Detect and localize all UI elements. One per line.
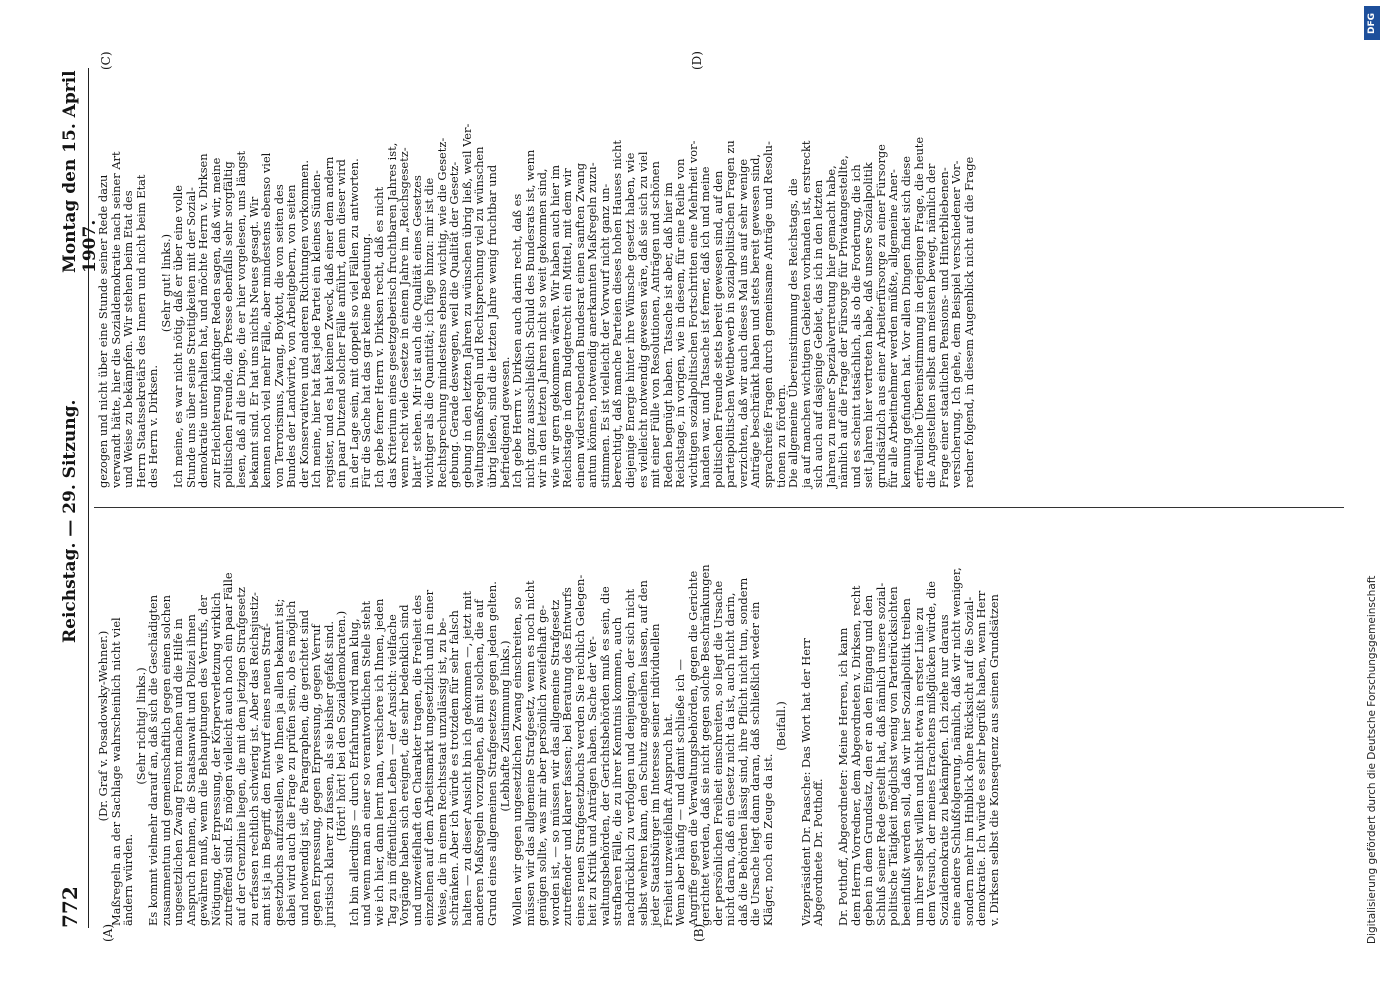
text-line: Vorgänge haben sich ereignet, die sehr bedenklich sind [397, 604, 412, 926]
text-line: zu erfassen rechtlich schwierig ist. Aber das Reichsjustiz- [246, 592, 261, 926]
text-line: und es scheint tatsächlich, als ob die Forderung, die ich [848, 164, 863, 488]
text-line: Grund eines allgemeinen Strafgesetzes gegen jeden gelten. [484, 581, 499, 926]
text-line: versicherung. Ich gehe, dem Beispiel verschiedener Vor- [949, 160, 964, 488]
text-line: schränken. Aber ich würde es trotzdem für sehr falsch [447, 610, 462, 926]
text-line: daß die Behörden lässig sind, ihre Pflicht nicht tun, sondern [735, 577, 750, 926]
text-line: politischen Freunde, die Presse ebenfalls sehr sorgfältig [221, 161, 236, 488]
text-line: handen war, und Tatsache ist ferner, daß ich und meine [698, 166, 713, 488]
text-line: Reichstage, in vorigen, wie in diesem, für eine Reihe von [673, 158, 688, 488]
text-line: seit Jahren hier vertreten habe, daß unsere Sozialpolitik [861, 162, 876, 488]
text-line: anderen Maßregeln vorzugehen, als mit solchen, die auf [472, 599, 487, 926]
dfg-logo: DFG [1364, 6, 1380, 40]
text-line: einzelnen auf dem Arbeitsmarkt ungesetzlich und in einer [422, 589, 437, 926]
text-line: kennung gefunden hat. Vor allen Dingen findet sich diese [899, 156, 913, 488]
running-header [48, 68, 100, 928]
text-line: Anträge beschränkt haben und stets bereit gewesen sind, [748, 153, 763, 488]
text-line: sondern mehr im Hinblick ohne Rücksicht auf die Sozial- [961, 596, 976, 926]
text-line: Nötigung, der Erpressung, der Körperverletzung wirklich [208, 592, 223, 926]
margin-marker-c: (C) [99, 51, 113, 70]
text-line: v. Dirksen selbst die Konsequenz aus seinen Grundsätzen [986, 594, 1001, 926]
text-line: (Sehr richtig! links.) [133, 667, 148, 785]
text-line: verzichten, daß wir auch dieses Mal uns auf sehr wenige [735, 158, 750, 488]
text-line: Angriffe gegen die Verwaltungsbehörden, gegen die Gerichte [685, 570, 700, 926]
text-line: Ich gebe Herrn v. Dirksen auch darin recht, daß es [510, 193, 525, 488]
text-line: Dr. Potthoff, Abgeordneter: Meine Herren, ich kann [836, 627, 851, 926]
text-line: antun können, notwendig anerkannten Maßregeln zuzu- [585, 162, 600, 488]
text-line: bekannt sind. Er hat uns nichts Neues gesagt. Wir [246, 196, 261, 488]
text-line: der Konservativen und anderen Richtungen vorkommen. [296, 160, 311, 488]
text-line: des Herrn v. Dirksen. [146, 364, 161, 488]
text-line: eine andere Schlußfolgerung, nämlich, daß wir nicht weniger, [949, 567, 964, 926]
text-line: Die allgemeine Übereinstimmung des Reichstags, die [786, 178, 801, 488]
text-line: dabei wird auch die Frage zu prüfen sein, ob es möglich [284, 600, 299, 926]
text-line: blatt“ stehen. Mir ist auch die Qualität eines Gesetzes [409, 175, 424, 488]
text-line: dem Herrn Vorredner, dem Abgeordneten v. Dirksen, recht [848, 585, 863, 926]
text-line: redner folgend, in diesem Augenblick nicht auf die Frage [961, 156, 976, 488]
text-line: einem widerstrebenden Bundesrat einen sanften Zwang [572, 162, 587, 488]
text-line: Reichstage in dem Budgetrecht ein Mittel, mit dem wir [560, 168, 575, 488]
text-line: Wenn aber häufig — und damit schließe ich — [673, 659, 688, 926]
text-line: zusammentun und gemeinschaftlich gegen einen solchen [158, 594, 173, 926]
header-session: Reichstag. — 29. Sitzung. [60, 399, 80, 643]
text-line: erfreuliche Übereinstimmung in derjenigen Frage, die heute [911, 136, 926, 488]
text-line: Schluß seiner Rede gestellt hat, daß nämlich unsere sozial- [873, 582, 888, 926]
text-line: der persönlichen Freiheit einschreiten, so liegt die Ursache [710, 580, 725, 926]
text-line: Ich meine, es war nicht nötig, daß er über eine volle [171, 185, 186, 488]
text-line: das Kriterium eines gesetzgeberisch fruchtbaren Jahres ist, [384, 142, 399, 488]
text-line: nachdrücklich zu verfolgen und denjenigen, der sich nicht [622, 588, 637, 926]
text-line: gezogen und nicht über eine Stunde seiner Rede dazu [96, 174, 110, 488]
text-line: selbst wehren kann, den Schutz angedeihen lassen, auf den [635, 580, 650, 926]
text-line: Rechtsprechung mindestens ebenso wichtig, wie die Gesetz- [434, 137, 449, 488]
header-date: Montag den 15. April 1907. [60, 70, 100, 273]
text-line: waltungsmaßregeln und Rechtsprechung viel zu wünschen [472, 146, 487, 488]
text-line: wie ich hier, dann lernt man, versichere ich Ihnen, jeden [372, 598, 387, 926]
text-line: zutreffender und klarer fassen; bei Beratung des Entwurfs [560, 587, 575, 926]
text-line: gebung in den letzten Jahren zu wünschen übrig ließ, weil Ver- [459, 123, 474, 488]
margin-marker-b: (B) [692, 923, 706, 942]
text-line: (Sehr gut! links.) [158, 233, 173, 333]
text-line: waltungsbehörden, der Gerichtsbehörden muß es sein, die [597, 586, 612, 926]
text-line: es vielleicht notwendig gewesen wäre, daß sie sich zu viel [635, 151, 650, 488]
text-column-right [97, 78, 1357, 488]
text-line: und wenn man an einer so verantwortlichen Stelle steht [359, 600, 374, 926]
text-line: gewähren muß, wenn die Behauptungen des Verrufs, der [196, 595, 211, 926]
text-line: wichtigen sozialpolitischen Fortschritten eine Mehrheit vor- [685, 140, 700, 488]
text-line: Tag zu im öffentlichen Leben — der Ansicht: vielfache [384, 614, 399, 926]
text-line: (Lebhafte Zustimmung links.) [497, 640, 512, 812]
text-line: halten — zu dieser Ansicht bin ich gekommen —, jetzt mit [459, 591, 474, 926]
page-number: 772 [58, 886, 82, 928]
text-line: befriedigend gewesen. [497, 356, 512, 488]
text-line: register, und es hat keinen Zweck, daß einer dem andern [321, 156, 336, 488]
text-line: ja auf manchen wichtigen Gebieten vorhanden ist, erstreckt [798, 140, 813, 488]
text-line: Ich meine, hier hat fast jede Partei ein kleines Sünden- [309, 170, 324, 488]
text-line: nicht daran, daß ein Gesetz nicht da ist, auch nicht darin, [723, 592, 738, 926]
text-line: gerichtet werden, daß sie nicht gegen solche Beschränkungen [698, 564, 713, 926]
column-divider [94, 507, 1344, 508]
text-line: eines neuen Strafgesetzbuchs werden Sie reichlich Gelegen- [572, 574, 587, 926]
text-line: stimmen. Es ist vielleicht der Vorwurf nicht ganz un- [597, 183, 612, 488]
text-line: Freiheit unzweifelhaft Anspruch hat. [660, 713, 675, 926]
text-line: Weise, die in einem Rechtsstaat unzulässig ist, zu be- [434, 617, 449, 926]
text-line: heit zu Kritik und Anträgen haben. Sache der Ver- [585, 636, 600, 926]
text-line: übrig ließen, sind die letzten Jahre wenig fruchtbar und [484, 164, 499, 488]
text-line: dem Versuch, der meines Erachtens mißglücken würde, die [924, 581, 939, 926]
text-line: juristisch klarer zu fassen, als sie bisher gefaßt sind. [321, 620, 336, 926]
text-line: beeinflußt werden soll, daß wir hier Sozialpolitik treiben [899, 598, 913, 926]
text-line: nämlich auf die Frage der Fürsorge für Privatangestellte, [836, 155, 851, 488]
text-line: Ich bin allerdings — durch Erfahrung wird man klug, [346, 618, 361, 926]
text-line: tionen zu fördern. [773, 383, 788, 488]
text-line: die Angestellten selbst am meisten bewegt, nämlich der [924, 163, 939, 488]
text-line: (Beifall.) [773, 701, 788, 751]
text-line: Frage einer staatlichen Pensions- und Hinterbliebenen- [936, 167, 951, 488]
text-line: (Hört! hört! bei den Sozialdemokraten.) [334, 610, 349, 842]
text-column-left [97, 526, 1357, 926]
text-line: lesen, daß all die Dinge, die er hier vorgelesen, uns längst [234, 150, 249, 488]
text-line: worden ist, — so müssen wir das allgemeine Strafgesetz [547, 599, 562, 926]
text-line: gegen Erpressung, gegen Erpressung, gegen Verruf [309, 624, 324, 926]
text-line: und notwendig ist, die Paragraphen, die gerichtet sind [296, 609, 311, 926]
text-line: politischen Freunde stets bereit gewesen sind, auf den [710, 170, 725, 488]
text-line: die Ursache liegt dann daran, daß schließlich weder ein [748, 601, 763, 926]
text-line: demokratie unterhalten hat, und möchte Herrn v. Dirksen [196, 153, 211, 488]
text-line [787, 526, 800, 926]
text-line: wir in den letzten Jahren nicht so weit gekommen sind, [535, 168, 550, 488]
text-line: politische Tätigkeit möglichst wenig von Parteirücksichten [886, 586, 901, 926]
text-line: strafbaren Fälle, die zu ihrer Kenntnis kommen, auch [610, 617, 625, 926]
margin-marker-d: (D) [690, 51, 704, 70]
text-line: ein paar Dutzend solcher Fälle anführt, denn dieser wird [334, 159, 349, 488]
text-line: ändern würden. [121, 833, 136, 926]
text-line: wenn recht viele Gesetze in einem Jahre im „Reichsgesetz- [397, 147, 412, 488]
margin-marker-a: (A) [101, 923, 115, 942]
text-line: zur Erleichterung künftiger Reden sagen, daß wir, meine [208, 157, 223, 488]
text-line: demokratie. Ich würde es sehr begrüßt haben, wenn Herr [974, 590, 989, 926]
text-line: grundsätzlich aus einer Arbeiterfürsorge zu einer Fürsorge [873, 144, 888, 488]
text-line: genügen sollte, was mir aber persönlich zweifelhaft ge- [535, 605, 550, 926]
text-line: Abgeordnete Dr. Potthoff. [811, 778, 826, 926]
text-line: Jahren zu meiner Spezialvertretung hier gemacht habe, [823, 165, 838, 488]
text-line: sich auch auf dasjenige Gebiet, das ich in den letzten [811, 179, 826, 488]
text-line: sprachreife Fragen durch gemeinsame Anträge und Resolu- [760, 141, 775, 488]
text-line: (Dr. Graf v. Posadowsky-Wehner.) [96, 630, 110, 822]
text-line: und Weise zu bekämpfen. Wir stehen beim Etat des [121, 190, 136, 488]
text-line: Wollen wir gegen ungesetzlichen Zwang einschreiten, so [510, 596, 525, 926]
text-line: Herrn Staatssekretärs des Innern und nicht beim Etat [133, 174, 148, 488]
text-line: verwandt hätte, hier die Sozialdemokratie nach seiner Art [108, 151, 123, 488]
text-line: amt ist ja im Begriff, den Entwurf eines neuen Straf- [259, 623, 274, 926]
text-line: Anspruch nehmen, die Staatsanwalt und Polizei ihnen [183, 614, 198, 926]
text-line: Sozialdemokratie zu bekämpfen. Ich ziehe nur daraus [936, 614, 951, 926]
text-line: Bundes der Landwirte, von Arbeitgebern, von seiten [284, 184, 299, 488]
text-line: gesetzbuchs aufzustellen, wie Ihnen ja allen bekannt ist; [271, 598, 286, 926]
text-line: auf der Grenzlinie liegen, die mit dem jetzigen Strafgesetz [234, 587, 249, 926]
text-line: Kläger, noch ein Zeuge da ist. [760, 753, 775, 926]
text-line: Für die Sache hat das gar keine Bedeutung. [359, 233, 374, 488]
text-line: Reden begnügt haben. Tatsache ist aber, daß hier im [660, 182, 675, 488]
text-line: gebung. Gerade deswegen, weil die Qualität der Gesetz- [447, 161, 462, 488]
text-line: ungesetzlichen Zwang Front machen und die Hilfe in [171, 618, 186, 926]
text-line: für alle Arbeitnehmer werden müßte, allgemeine Aner- [886, 169, 901, 488]
text-line: Maßregeln an der Sachlage wahrscheinlich nicht viel [108, 617, 123, 926]
text-line: Es kommt vielmehr darauf an, daß sich die Geschädigten [146, 594, 161, 926]
text-line: zutreffend sind. Es mögen vielleicht auch noch ein paar Fälle [221, 572, 236, 926]
text-line: von Terrorismus, Zwang, Boykott, die von seiten des [271, 184, 286, 488]
text-line: kennen noch viel mehr Fälle, aber mindestens ebenso viel [259, 152, 274, 488]
text-line: Vizepräsident Dr. Paasche: Das Wort hat der Herr [798, 638, 813, 926]
digitization-credit: Digitalisierung gefördert durch die Deutsche Forschungsgemeinschaft [1366, 575, 1378, 944]
text-line: Stunde uns über seine Streitigkeiten mit der Sozial- [183, 187, 198, 488]
text-line: wie wir gern gekommen wären. Wir haben auch hier im [547, 164, 562, 488]
text-line: und unzweifelhaft den Charakter tragen, die Freiheit des [409, 594, 424, 926]
text-line: geben in dem Grundsatz, den er an den Eingang und den [861, 594, 876, 926]
text-line: parteipolitischen Wettbewerb in sozialpolitischen Fragen zu [723, 140, 738, 488]
text-line: Ich gebe ferner Herrn v. Dirksen recht, daß es nicht [372, 186, 387, 488]
text-line: nicht ganz ausschließlich Schuld des Bundesrats ist, wenn [522, 149, 537, 488]
text-line: wichtiger als die Quantität; ich füge hinzu: mir ist die [422, 177, 437, 488]
text-line: diejenige Energie hinter ihre Wünsche gesetzt haben, wie [622, 152, 637, 488]
text-line: mit einer Fülle von Resolutionen, Anträgen und schönen [648, 161, 663, 488]
text-line: um ihrer selbst willen und nicht etwa in erster Linie zu [911, 607, 926, 926]
text-line: in der Lage sein, mit doppelt so viel Fällen zu antworten. [346, 158, 361, 488]
text-line: müssen wir das allgemeine Strafgesetz, wenn es noch nicht [522, 580, 537, 926]
text-line: jeder Staatsbürger im Interesse seiner individuellen [648, 623, 663, 926]
text-line: berechtigt, daß manche Parteien dieses hohen Hauses nicht [610, 140, 625, 488]
